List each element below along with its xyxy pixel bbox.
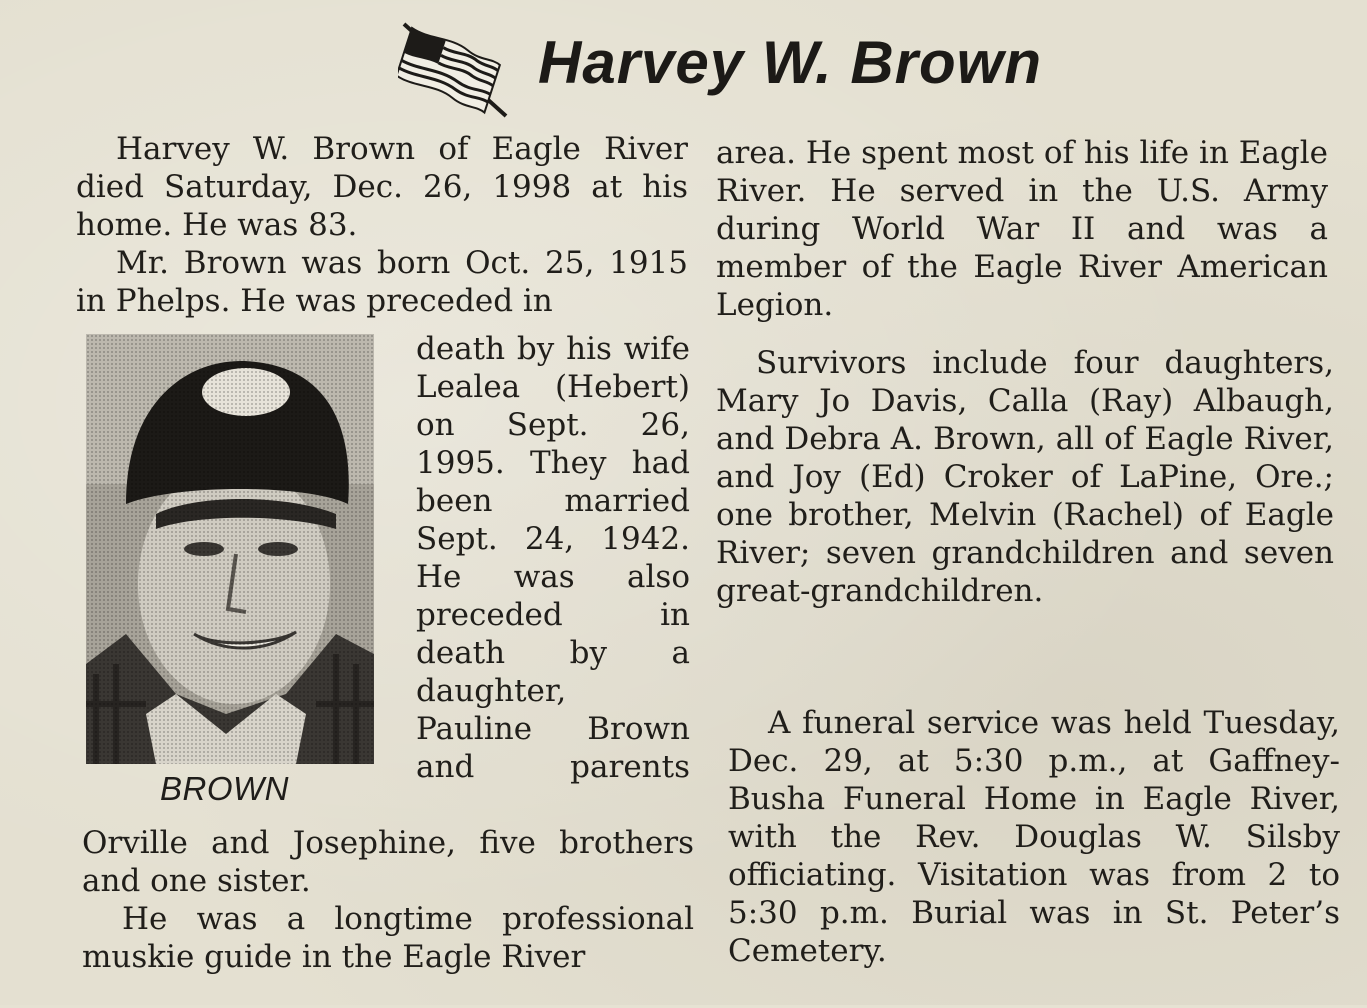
- paragraph-career-end: area. He spent most of his life in Eagle River. He served in the U.S. Army during World War II and was a member of the Eagle River American Legion.: [716, 135, 1328, 323]
- paragraph-preceded-in-death: death by his wife Lealea (Hebert) on Sept. 26, 1995. They had been married Sept. 24, 1942. He was also preceded in death by a daughter, Pauline Brown and parents: [416, 331, 690, 785]
- paragraph-funeral: A funeral service was held Tuesday, Dec. 29, at 5:30 p.m., at Gaffney-Busha Funeral Home in Eagle River, with the Rev. Douglas W. Silsby officiating. Visitation was from 2 to 5:30 p.m. Burial was in St. Peter’s Cemetery.: [728, 705, 1340, 969]
- column-left-bottom: [82, 824, 694, 976]
- paragraph-death-notice: Harvey W. Brown of Eagle River died Saturday, Dec. 26, 1998 at his home. He was 83.: [76, 131, 688, 243]
- paragraph-career-start: He was a longtime professional muskie guide in the Eagle River: [82, 901, 694, 975]
- paragraph-birth-lead: Mr. Brown was born Oct. 25, 1915 in Phelps. He was preceded in: [76, 245, 688, 319]
- column-right-survivors: [716, 344, 1334, 610]
- column-right-career: [716, 134, 1328, 324]
- photo-caption: BROWN: [160, 770, 289, 807]
- column-left-beside-photo: [416, 330, 690, 786]
- paragraph-family-end: Orville and Josephine, five brothers and one sister.: [82, 825, 694, 899]
- obituary-headline: Harvey W. Brown: [538, 29, 1042, 96]
- american-flag-icon: [398, 18, 518, 120]
- paragraph-survivors: Survivors include four daughters, Mary Jo Davis, Calla (Ray) Albaugh, and Debra A. Brown, all of Eagle River, and Joy (Ed) Croker of LaPine, Ore.; one brother, Melvin (Rachel) of Eagle River; seven grandchildren and seven great-grandchildren.: [716, 345, 1334, 609]
- portrait-photo: [86, 334, 374, 764]
- cropped-next-text: [0, 988, 1367, 1008]
- column-right-funeral: [728, 704, 1340, 970]
- column-left-top: [76, 130, 688, 320]
- cropped-previous-text: [280, 0, 1260, 8]
